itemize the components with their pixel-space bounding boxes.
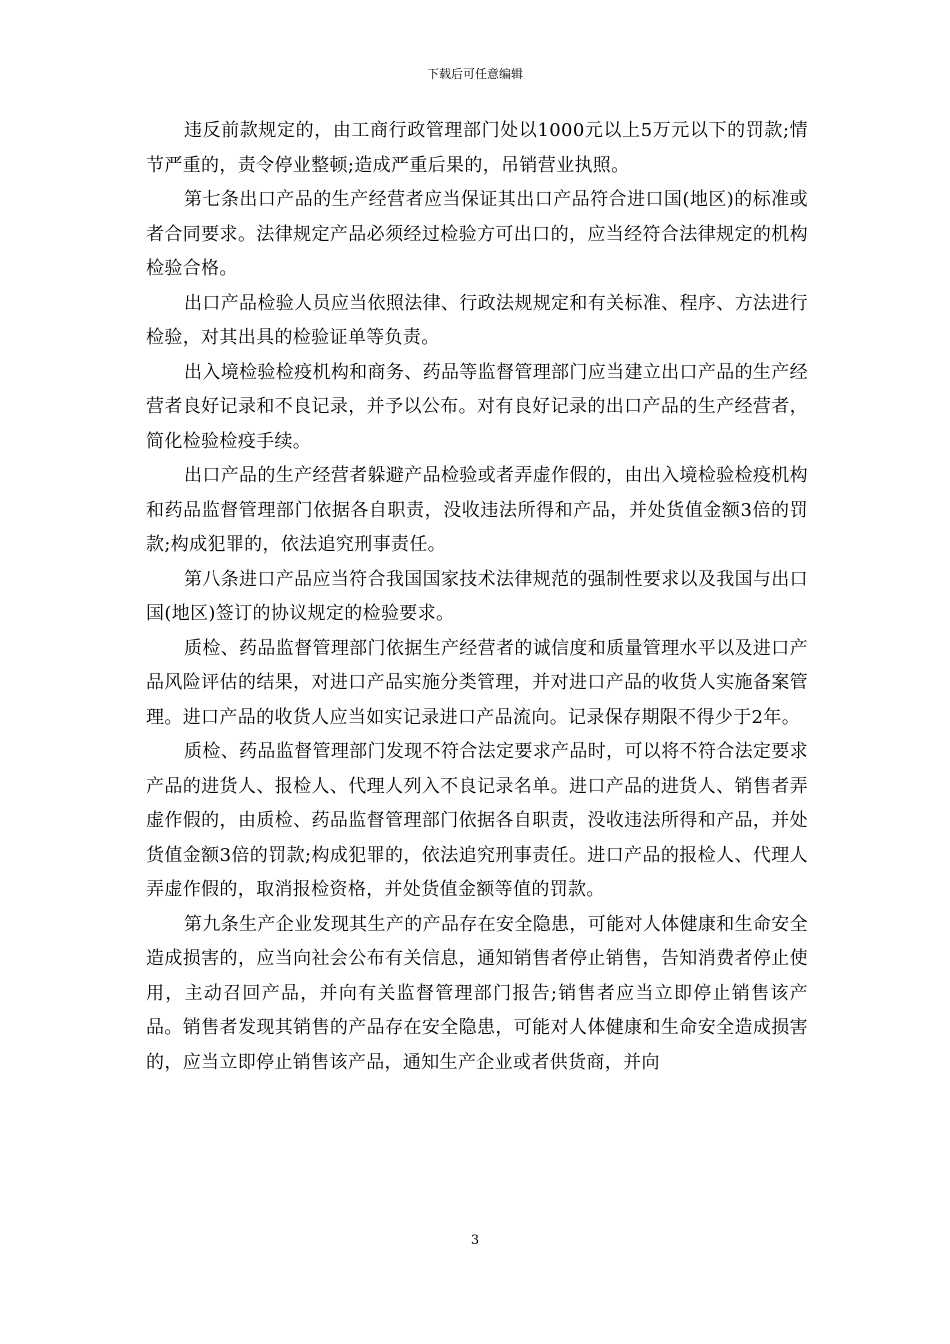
paragraph-9: 第九条生产企业发现其生产的产品存在安全隐患，可能对人体健康和生命安全造成损害的，应当向社会公布有关信息，通知销售者停止销售，告知消费者停止使用，主动召回产品，并向有关监督管理部门报告;销售者应当立即停止销售该产品。销售者发现其销售的产品存在安全隐患，可能对人体健康和生命安全造成损害的，应当立即停止销售该产品，通知生产企业或者供货商，并向 — [146, 913, 808, 1073]
paragraph-1: 违反前款规定的，由工商行政管理部门处以1000元以上5万元以下的罚款;情节严重的，责令停业整顿;造成严重后果的，吊销营业执照。 — [146, 120, 808, 176]
page-number: 3 — [470, 1233, 480, 1248]
paragraph-3: 出口产品检验人员应当依照法律、行政法规规定和有关标准、程序、方法进行检验，对其出具的检验证单等负责。 — [146, 292, 808, 348]
paragraph-5: 出口产品的生产经营者躲避产品检验或者弄虚作假的，由出入境检验检疫机构和药品监督管理部门依据各自职责，没收违法所得和产品，并处货值金额3倍的罚款;构成犯罪的，依法追究刑事责任。 — [146, 465, 808, 555]
paragraph-8: 质检、药品监督管理部门发现不符合法定要求产品时，可以将不符合法定要求产品的进货人、报检人、代理人列入不良记录名单。进口产品的进货人、销售者弄虚作假的，由质检、药品监督管理部门依据各自职责，没收违法所得和产品，并处货值金额3倍的罚款;构成犯罪的，依法追究刑事责任。进口产品的报检人、代理人弄虚作假的，取消报检资格，并处货值金额等值的罚款。 — [146, 741, 808, 900]
paragraph-6: 第八条进口产品应当符合我国国家技术法律规范的强制性要求以及我国与出口国(地区)签订的协议规定的检验要求。 — [146, 568, 808, 624]
paragraph-7: 质检、药品监督管理部门依据生产经营者的诚信度和质量管理水平以及进口产品风险评估的结果，对进口产品实施分类管理，并对进口产品的收货人实施备案管理。进口产品的收货人应当如实记录进口产品流向。记录保存期限不得少于2年。 — [146, 637, 808, 728]
page-header: 下载后可任意编辑 — [426, 67, 523, 81]
document-body — [146, 114, 808, 1080]
paragraph-4: 出入境检验检疫机构和商务、药品等监督管理部门应当建立出口产品的生产经营者良好记录和不良记录，并予以公布。对有良好记录的出口产品的生产经营者，简化检验检疫手续。 — [146, 361, 808, 452]
paragraph-2: 第七条出口产品的生产经营者应当保证其出口产品符合进口国(地区)的标准或者合同要求。法律规定产品必须经过检验方可出口的，应当经符合法律规定的机构检验合格。 — [146, 189, 808, 279]
